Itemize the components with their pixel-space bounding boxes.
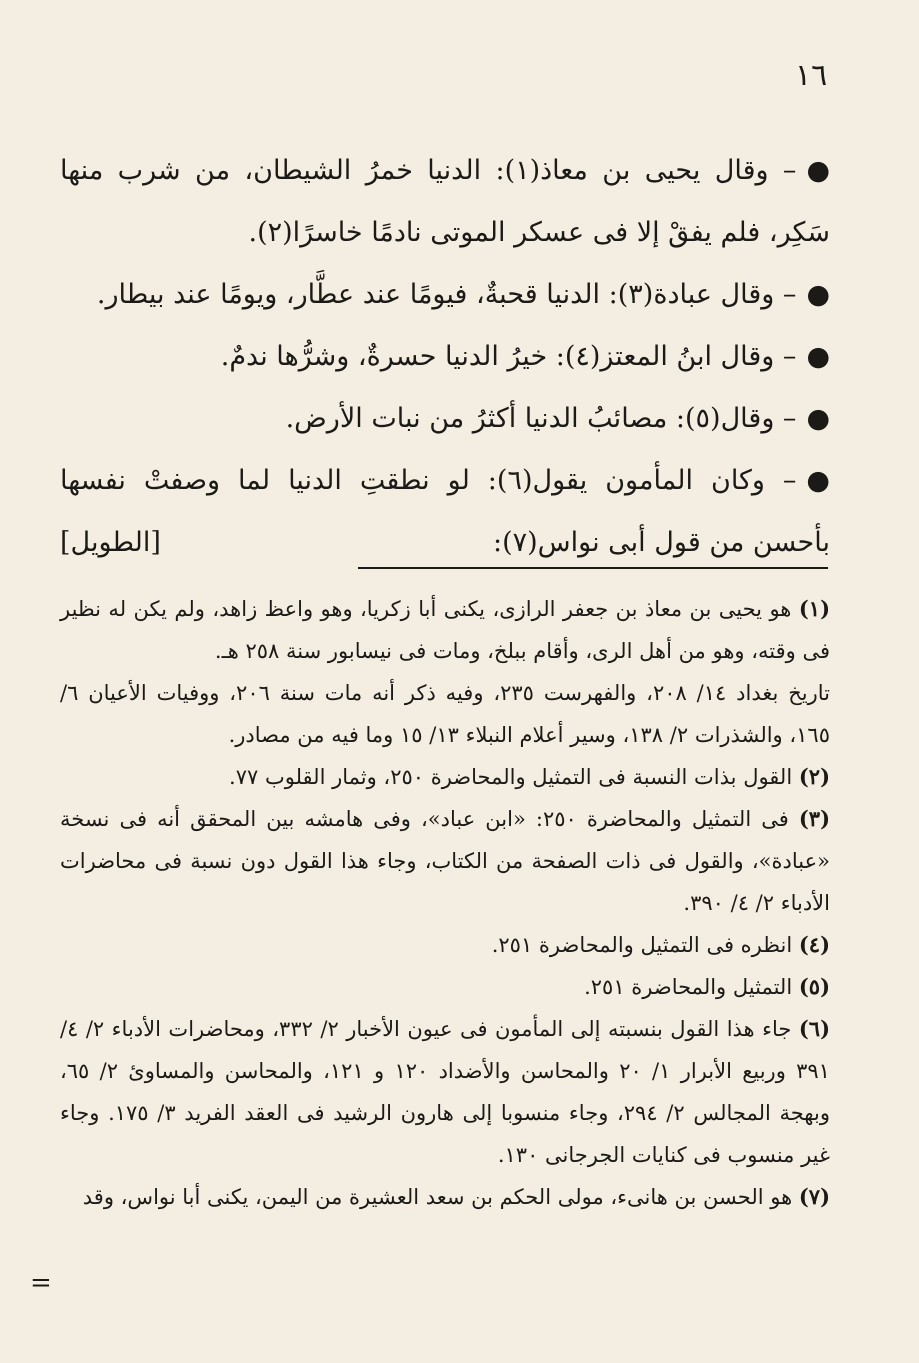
footnote xyxy=(60,1008,830,1176)
paragraph-text: – وقال ابنُ المعتز(٤): خيرُ الدنيا حسرةٌ، وشرُّها ندمٌ. xyxy=(220,341,797,372)
main-paragraph xyxy=(60,264,830,326)
footnote xyxy=(60,966,830,1008)
footnote xyxy=(60,672,830,756)
continuation-mark: = xyxy=(30,1268,52,1298)
paragraph-text: – وكان المأمون يقول(٦): لو نطقتِ الدنيا لما وصفتْ نفسها بأحسن من قول أبى نواس(٧): xyxy=(60,465,830,558)
footnote-text: انظره فى التمثيل والمحاضرة ٢٥١. xyxy=(491,933,793,957)
footnote-number: (٥) xyxy=(798,974,830,999)
footnote-number: (٤) xyxy=(798,932,830,957)
main-paragraph xyxy=(60,140,830,264)
bullet-icon: ● xyxy=(806,279,830,310)
footnote-text: فى التمثيل والمحاضرة ٢٥٠: «ابن عباد»، وفى هامشه بين المحقق أنه فى نسخة «عبادة»، والقول فى ذات الصفحة من الكتاب، وجاء هذا القول دون نسبة فى محاضرات الأدباء ٢/ ٤/ ٣٩٠. xyxy=(60,807,830,915)
footnote-text: تاريخ بغداد ١٤/ ٢٠٨، والفهرست ٢٣٥، وفيه ذكر أنه مات سنة ٢٠٦، ووفيات الأعيان ٦/ ١٦٥، والشذرات ٢/ ١٣٨، وسير أعلام النبلاء ١٣/ ١٥ وما فيه من مصادر. xyxy=(60,681,830,747)
paragraph-text: – وقال يحيى بن معاذ(١): الدنيا خمرُ الشيطان، من شرب منها سَكِر، فلم يفقْ إلا فى عسكر الموتى نادمًا خاسرًا(٢). xyxy=(60,155,830,248)
paragraph-text: – وقال(٥): مصائبُ الدنيا أكثرُ من نبات الأرض. xyxy=(285,403,797,434)
bullet-icon: ● xyxy=(806,465,830,496)
bullet-icon: ● xyxy=(806,403,830,434)
footnote xyxy=(60,756,830,798)
footnote-text: التمثيل والمحاضرة ٢٥١. xyxy=(584,975,793,999)
footnote-text: هو يحيى بن معاذ بن جعفر الرازى، يكنى أبا زكريا، وهو واعظ زاهد، ولم يكن له نظير فى وقته، وهو من أهل الرى، وأقام ببلخ، ومات فى نيسابور سنة ٢٥٨ هـ. xyxy=(60,597,830,663)
paragraph-text: – وقال عبادة(٣): الدنيا قحبةٌ، فيومًا عند عطَّار، ويومًا عند بيطار. xyxy=(96,279,797,310)
footnote-number: (٦) xyxy=(798,1016,830,1041)
main-paragraph xyxy=(60,326,830,388)
footnote-number: (١) xyxy=(798,596,830,621)
page-number: ١٦ xyxy=(795,58,828,93)
footnote-text: جاء هذا القول بنسبته إلى المأمون فى عيون الأخبار ٢/ ٣٣٢، ومحاضرات الأدباء ٢/ ٤/ ٣٩١ وربيع الأبرار ١/ ٢٠ والمحاسن والأضداد ١٢٠ و ١٢١، والمحاسن والمساوئ ٢/ ٦٥، وبهجة المجالس ٢/ ٢٩٤، وجاء منسوبا إلى هارون الرشيد فى العقد الفريد ٣/ ١٧٥. وجاء غير منسوب فى كنايات الجرجانى ١٣٠. xyxy=(60,1017,830,1167)
footnote xyxy=(60,924,830,966)
footnote-number: (٢) xyxy=(798,764,830,789)
footnote xyxy=(60,1176,830,1218)
footnote-divider xyxy=(358,567,828,569)
footnote-number: (٧) xyxy=(798,1184,830,1209)
main-paragraph xyxy=(60,388,830,450)
footnote xyxy=(60,588,830,672)
footnote xyxy=(60,798,830,924)
bullet-icon: ● xyxy=(806,155,830,186)
bullet-icon: ● xyxy=(806,341,830,372)
main-text xyxy=(60,140,830,574)
poem-meter-label: [الطويل] xyxy=(60,527,161,558)
footnote-number: (٣) xyxy=(798,806,830,831)
footnote-text: هو الحسن بن هانىء، مولى الحكم بن سعد العشيرة من اليمن، يكنى أبا نواس، وقد xyxy=(82,1185,793,1209)
main-paragraph xyxy=(60,450,830,574)
footnotes xyxy=(60,588,830,1218)
footnote-text: القول بذات النسبة فى التمثيل والمحاضرة ٢٥٠، وثمار القلوب ٧٧. xyxy=(229,765,793,789)
